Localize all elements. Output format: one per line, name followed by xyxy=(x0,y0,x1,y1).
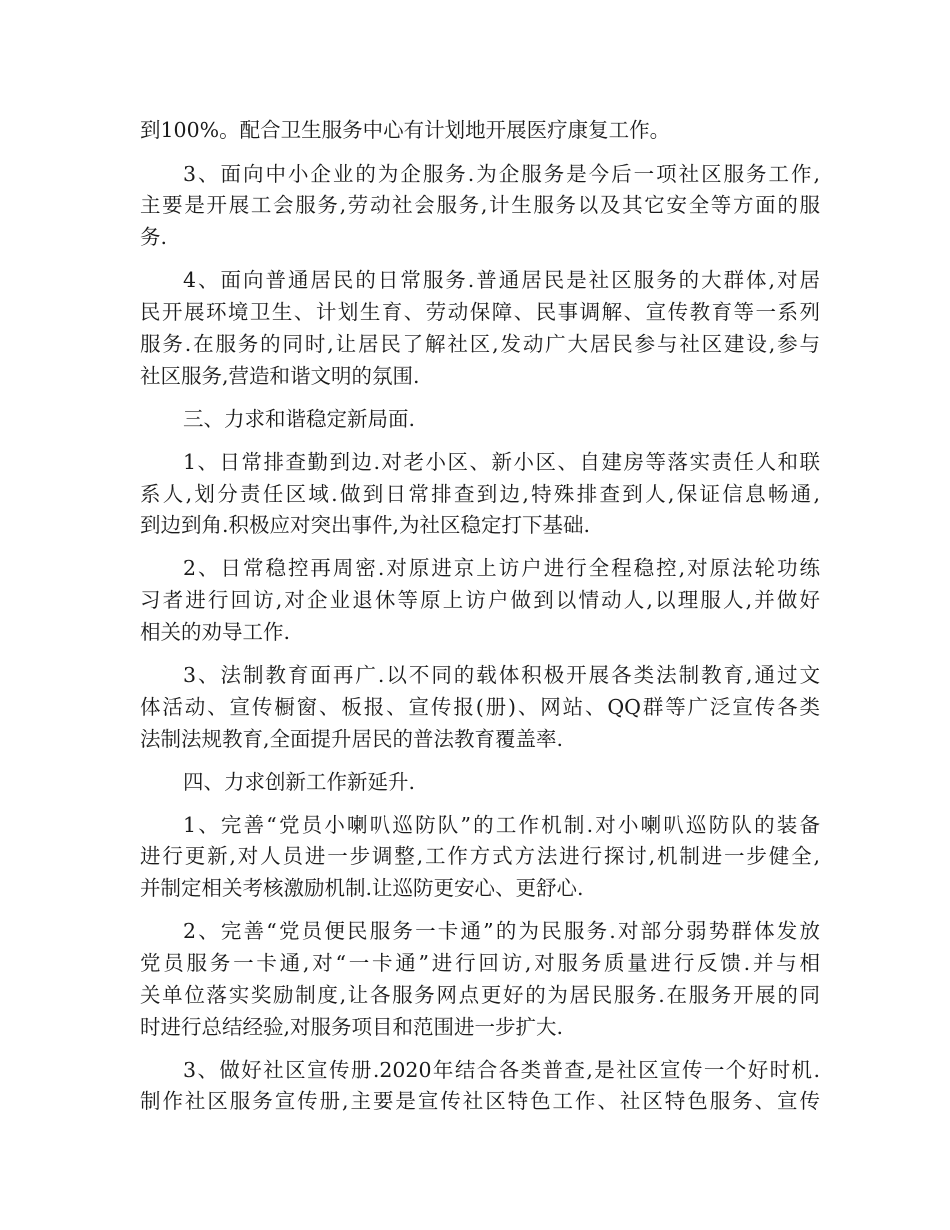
text-line: 系人,划分责任区域.做到日常排查到边,特殊排查到人,保证信息畅通, xyxy=(140,482,820,506)
text-line: 并制定相关考核激励机制.让巡防更安心、更舒心. xyxy=(140,876,584,900)
text-line: 进行更新,对人员进一步调整,工作方式方法进行探讨,机制进一步健全, xyxy=(140,844,820,868)
text-line: 务. xyxy=(140,225,168,249)
text-line: 民开展环境卫生、计划生育、劳动保障、民事调解、宣传教育等一系列 xyxy=(140,300,820,324)
text-line: 到边到角.积极应对突出事件,为社区稳定打下基础. xyxy=(140,513,591,537)
text-line: 相关的劝导工作. xyxy=(140,620,291,644)
text-line: 到100%。配合卫生服务中心有计划地开展医疗康复工作。 xyxy=(140,118,671,142)
text-line: 时进行总结经验,对服务项目和范围进一步扩大. xyxy=(140,1015,564,1039)
text-line: 3、法制教育面再广.以不同的载体积极开展各类法制教育,通过文 xyxy=(183,663,820,687)
text-line: 3、面向中小企业的为企服务.为企服务是今后一项社区服务工作, xyxy=(183,162,820,186)
text-line: 服务.在服务的同时,让居民了解社区,发动广大居民参与社区建设,参与 xyxy=(140,332,820,356)
text-line: 体活动、宣传橱窗、板报、宣传报(册)、网站、QQ群等广泛宣传各类 xyxy=(140,695,820,719)
text-line: 4、面向普通居民的日常服务.普通居民是社区服务的大群体,对居 xyxy=(183,268,820,292)
text-line: 习者进行回访,对企业退休等原上访户做到以情动人,以理服人,并做好 xyxy=(140,588,820,612)
text-line: 1、日常排查勤到边.对老小区、新小区、自建房等落实责任人和联 xyxy=(183,450,820,474)
text-line: 2、日常稳控再周密.对原进京上访户进行全程稳控,对原法轮功练 xyxy=(183,556,820,580)
text-line: 1、完善“党员小喇叭巡防队”的工作机制.对小喇叭巡防队的装备 xyxy=(183,813,820,837)
text-line: 关单位落实奖励制度,让各服务网点更好的为居民服务.在服务开展的同 xyxy=(140,983,820,1007)
text-line: 主要是开展工会服务,劳动社会服务,计生服务以及其它安全等方面的服 xyxy=(140,193,820,217)
section-heading: 三、力求和谐稳定新局面. xyxy=(183,407,416,431)
text-line: 制作社区服务宣传册,主要是宣传社区特色工作、社区特色服务、宣传 xyxy=(140,1089,820,1113)
text-line: 法制法规教育,全面提升居民的普法教育覆盖率. xyxy=(140,727,564,751)
text-line: 党员服务一卡通,对“一卡通”进行回访,对服务质量进行反馈.并与相 xyxy=(140,951,820,975)
section-heading: 四、力求创新工作新延升. xyxy=(183,770,416,794)
text-line: 2、完善“党员便民服务一卡通”的为民服务.对部分弱势群体发放 xyxy=(183,919,820,943)
text-line: 3、做好社区宣传册.2020年结合各类普查,是社区宣传一个好时机. xyxy=(183,1058,820,1082)
text-line: 社区服务,营造和谐文明的氛围. xyxy=(140,364,420,388)
